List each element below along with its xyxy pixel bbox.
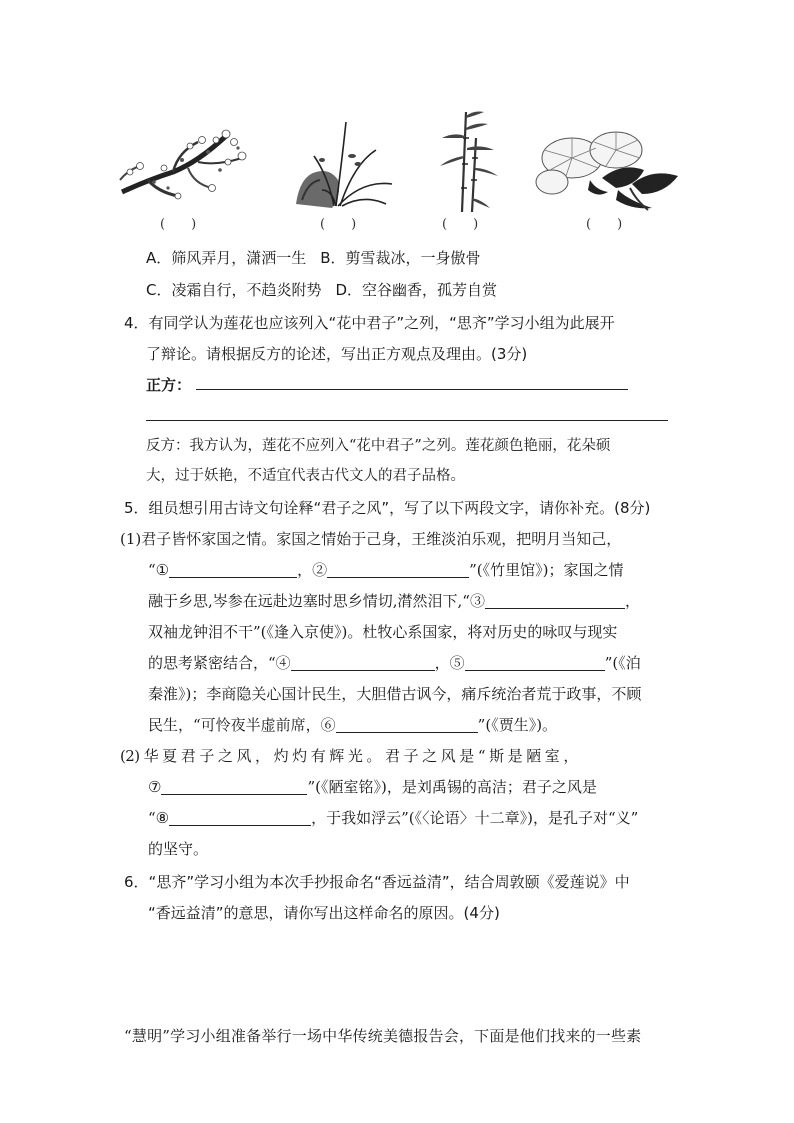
pro-answer-line-1[interactable] xyxy=(196,389,628,390)
q5-p1-line7: 民生，“可怜夜半虚前席，⑥ ”(《贾生》)。 xyxy=(148,716,558,734)
next-section-intro: “慧明”学习小组准备举行一场中华传统美德报告会，下面是他们找来的一些素 xyxy=(124,1027,642,1045)
chrysanthemum-image xyxy=(532,128,682,212)
q5-p1-line3: 融于乡思,岑参在远赴边塞时思乡情切,潸然泪下,“③ ， xyxy=(148,592,640,610)
q5-p1-line6: 秦淮》)；李商隐关心国计民生，大胆借古讽今，痛斥统治者荒于政事，不顾 xyxy=(148,685,642,703)
q5-p2-line2: ⑦ ”(《陋室铭》)，是刘禹锡的高洁；君子之风是 xyxy=(148,778,597,796)
chrysanthemum-answer-paren: ( ) xyxy=(586,217,623,232)
orchid-answer-paren: ( ) xyxy=(320,217,357,232)
pro-side-label: 正方： xyxy=(146,376,192,394)
q5-prompt: 5．组员想引用古诗文句诠释“君子之风”，写了以下两段文字，请你补充。(8分) xyxy=(124,499,651,517)
plum-answer-paren: ( ) xyxy=(160,217,197,232)
option-d: D．空谷幽香，孤芳自赏 xyxy=(335,281,498,299)
q5-p2-line1: (2) 华 夏 君 子 之 风 ， 灼 灼 有 辉 光 。 君 子 之 风 是 “ 斯 是 陋 室 ， xyxy=(120,747,578,765)
q5-p2-line4: 的坚守。 xyxy=(148,840,209,858)
blank-8[interactable] xyxy=(169,809,311,826)
q5-p1-line2: “① ，② ”(《竹里馆》)；家国之情 xyxy=(148,561,624,579)
option-row-ab xyxy=(146,248,481,268)
blank-5[interactable] xyxy=(465,654,605,671)
q4-prompt-line1: 4．有同学认为莲花也应该列入“花中君子”之列，“思齐”学习小组为此展开 xyxy=(124,314,615,332)
q4-prompt-line2: 了辩论。请根据反方的论述，写出正方观点及理由。(3分) xyxy=(146,345,528,363)
q6-prompt-line2: “香远益清”的意思，请你写出这样命名的原因。(4分) xyxy=(148,904,500,922)
blank-6[interactable] xyxy=(336,716,478,733)
q5-p2-line3: “⑧ ，于我如浮云”(《〈论语〉十二章》)，是孔子对“义” xyxy=(148,809,639,827)
option-a: A．筛风弄月，潇洒一生 xyxy=(146,249,307,267)
option-row-cd xyxy=(146,280,497,300)
plum-blossom-image xyxy=(118,122,250,208)
blank-3[interactable] xyxy=(485,592,625,609)
pro-answer-line-2[interactable] xyxy=(146,420,668,421)
blank-7[interactable] xyxy=(161,778,307,795)
q5-p1-line4: 双袖龙钟泪不干”(《逢入京使》)。杜牧心系国家，将对历史的咏叹与现实 xyxy=(148,623,618,641)
bamboo-image xyxy=(436,108,500,212)
orchid-image xyxy=(292,120,396,212)
q6-prompt-line1: 6．“思齐”学习小组为本次手抄报命名“香远益清”，结合周敦颐《爱莲说》中 xyxy=(124,873,630,891)
blank-4[interactable] xyxy=(291,654,435,671)
blank-1[interactable] xyxy=(169,561,297,578)
blank-2[interactable] xyxy=(327,561,469,578)
bamboo-answer-paren: ( ) xyxy=(442,217,479,232)
option-c: C．凌霜自行，不趋炎附势 xyxy=(146,281,322,299)
q5-p1-line1: (1)君子皆怀家国之情。家国之情始于己身，王维淡泊乐观，把明月当知己， xyxy=(120,530,622,548)
con-argument-line2: 大，过于妖艳，不适宜代表古代文人的君子品格。 xyxy=(146,468,465,484)
con-argument-line1: 反方：我方认为，莲花不应列入“花中君子”之列。莲花颜色艳丽，花朵硕 xyxy=(146,438,611,454)
q5-p1-line5: 的思考紧密结合，“④ ，⑤ ”(《泊 xyxy=(148,654,641,672)
option-b: B．剪雪裁冰，一身傲骨 xyxy=(320,249,481,267)
